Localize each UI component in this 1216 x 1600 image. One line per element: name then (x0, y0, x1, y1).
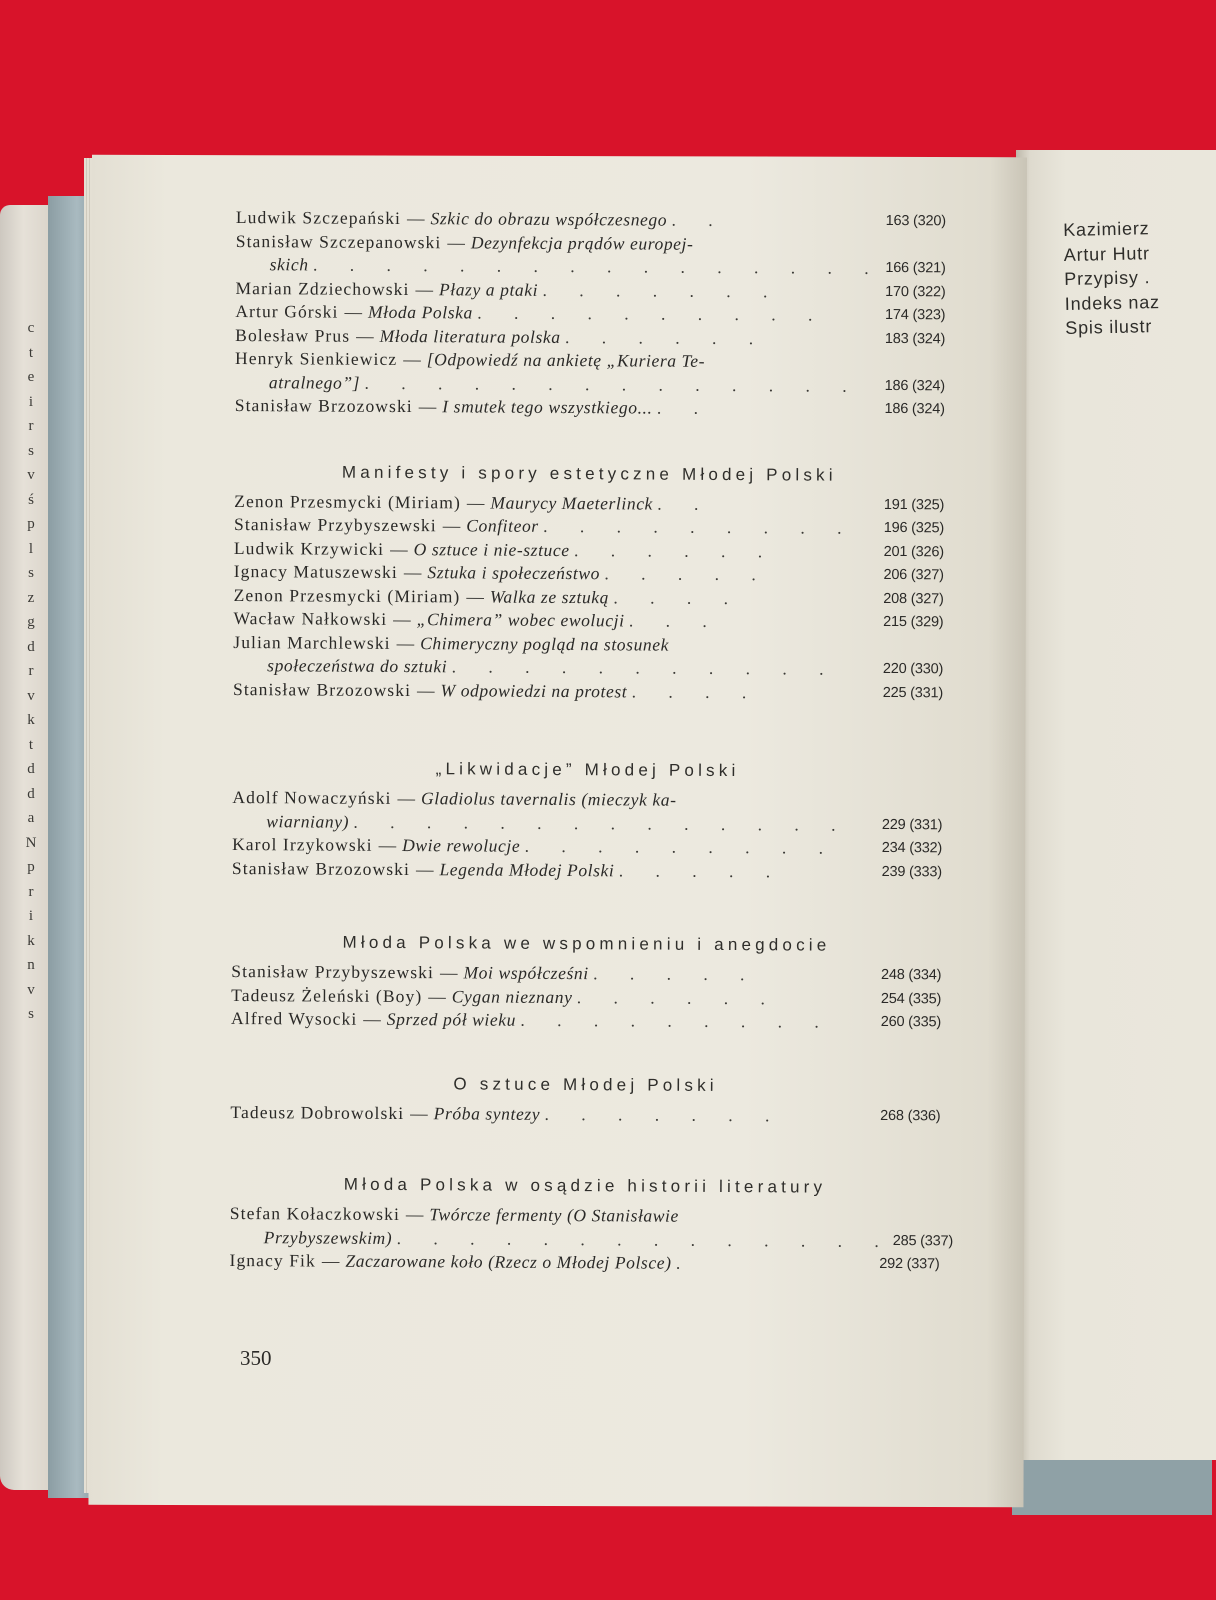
entry-title-continuation: wiarniany) (266, 810, 350, 832)
entry-dash: — (356, 325, 374, 346)
entry-dash: — (417, 679, 435, 700)
edge-letter: r (28, 418, 34, 434)
entry-pages: 208 (327) (883, 590, 944, 607)
entry-author: Stanisław Brzozowski (234, 394, 413, 417)
toc-entry (233, 677, 943, 705)
entry-dash: — (466, 491, 485, 513)
entry-leader-dots: . . . . . . (564, 326, 768, 348)
entry-pages: 215 (329) (883, 613, 944, 631)
entry-line (230, 1202, 893, 1230)
entry-leader-dots: . . . . . . . . . (524, 835, 838, 858)
entry-title: Próba syntezy (433, 1102, 541, 1124)
entry-title-continuation: społeczeństwa do sztuki (267, 655, 448, 677)
entry-author: Wacław Nałkowski (233, 607, 388, 629)
entry-title: W odpowiedzi na protest (440, 679, 628, 701)
entry-line (232, 856, 834, 883)
entry-dash: — (393, 608, 411, 630)
entry-text (235, 347, 861, 398)
entry-text (230, 1202, 893, 1253)
toc-section (232, 758, 943, 884)
entry-line (233, 677, 835, 704)
entry-author: Bolesław Prus (235, 324, 351, 346)
entry-pages: 260 (335) (880, 1013, 942, 1031)
entry-dash: — (447, 231, 465, 252)
entry-title: Młoda Polska (367, 301, 473, 323)
section-title: Młoda Polska w osądzie historii literatury (343, 1174, 827, 1197)
entry-author: Stanisław Przybyszewski (231, 960, 435, 983)
edge-letter: g (27, 614, 35, 630)
entry-dash: — (439, 962, 458, 983)
entry-text (235, 394, 837, 421)
entry-author: Stanisław Brzozowski (232, 678, 412, 700)
entry-pages: 248 (334) (880, 966, 942, 984)
entry-leader-dots: . . . . . (604, 563, 770, 585)
entry-title: O sztuce i nie-sztuce (413, 538, 570, 560)
toc-entry (231, 1007, 941, 1035)
entry-leader-dots: . . . . . . . . . . . . . . (353, 811, 850, 835)
entry-author: Tadeusz Żeleński (Boy) (231, 984, 423, 1006)
right-page-line: Przypisy . (1064, 267, 1151, 289)
entry-author: Marian Zdziechowski (235, 277, 410, 299)
entry-dash: — (344, 301, 363, 322)
entry-leader-dots: . . . . . . (573, 539, 777, 561)
entry-title: „Chimera” wobec ewolucji (416, 609, 625, 631)
entry-author: Stanisław Szczepanowski (235, 230, 442, 252)
entry-title: Legenda Młodej Polski (439, 858, 615, 880)
entry-leader-dots: . . . . . . . . . . . . . . (396, 1227, 893, 1251)
right-page-line: Artur Hutr (1063, 242, 1150, 265)
entry-text (236, 229, 883, 280)
edge-letter: i (28, 393, 34, 410)
entry-dash: — (466, 585, 484, 607)
edge-letter: s (28, 442, 34, 459)
edge-letter: v (27, 687, 35, 704)
edge-letter: r (28, 883, 34, 900)
entry-leader-dots: . . . . . . . (544, 1103, 784, 1125)
toc-entry (230, 1100, 940, 1128)
entry-title-continuation: Przybyszewskim) (263, 1226, 393, 1248)
right-page-toc (1063, 216, 1161, 340)
entry-leader-dots: . . . . . . . . . (543, 515, 856, 538)
entry-author: Ignacy Fik (229, 1249, 316, 1271)
edge-letter: d (27, 638, 35, 655)
edge-letter: l (28, 540, 34, 557)
toc-section (230, 1072, 940, 1128)
entry-dash: — (321, 1250, 340, 1271)
entry-line (231, 1007, 833, 1034)
entry-leader-dots: . . . . . . . . . . . . . . (364, 372, 861, 396)
edge-letter: ś (28, 491, 34, 508)
entry-dash: — (418, 396, 437, 417)
entry-leader-dots: . . (671, 209, 727, 230)
entry-pages: 239 (333) (881, 863, 942, 880)
entry-pages: 163 (320) (885, 212, 946, 230)
entry-leader-dots: . . . . . . . . . . (477, 302, 827, 325)
entry-pages: 268 (336) (880, 1107, 941, 1124)
entry-pages: 201 (326) (883, 543, 944, 560)
entry-title: Twórcze fermenty (O Stanisławie (429, 1204, 679, 1226)
entry-author: Adolf Nowaczyński (232, 786, 392, 808)
entry-title: Sztuka i społeczeństwo (427, 562, 601, 584)
edge-letter: s (28, 565, 34, 581)
right-page-line: Spis ilustr (1065, 316, 1153, 338)
entry-title: Walka ze sztuką (489, 586, 610, 607)
entry-line (235, 347, 861, 374)
edge-letter: a (27, 810, 35, 826)
entry-leader-dots: . . . . . . . . . (520, 1009, 833, 1032)
entry-leader-dots: . . (657, 493, 713, 514)
edge-letter: n (27, 957, 35, 973)
entry-leader-dots: . . . . . . (576, 986, 780, 1008)
entry-author: Stanisław Przybyszewski (233, 513, 437, 536)
edge-letter: k (27, 712, 35, 728)
edge-letter: t (28, 344, 34, 361)
entry-title: Gladiolus tavernalis (mieczyk ka- (420, 788, 677, 810)
entry-title: Sprzed pół wieku (386, 1008, 517, 1030)
entry-pages: 170 (322) (885, 283, 946, 300)
entry-leader-dots: . . . . (631, 680, 761, 702)
toc-section (231, 932, 942, 1035)
entry-dash: — (415, 278, 434, 299)
toc-entry (229, 1202, 954, 1253)
entry-author: Alfred Wysocki (230, 1007, 358, 1029)
entry-dash: — (378, 834, 397, 855)
edge-letter: i (28, 908, 34, 924)
entry-leader-dots: . . . . . (618, 859, 785, 881)
entry-author: Ludwik Szczepański (235, 206, 402, 229)
entry-leader-dots: . . (656, 397, 713, 418)
entry-pages: 229 (331) (881, 816, 943, 833)
entry-pages: 234 (332) (881, 839, 943, 857)
entry-pages: 186 (324) (884, 377, 945, 394)
entry-pages: 225 (331) (882, 684, 944, 701)
toc-entry (229, 1249, 939, 1277)
toc-section (229, 1174, 954, 1277)
entry-dash: — (403, 349, 421, 370)
entry-line (232, 786, 849, 813)
entry-pages: 196 (325) (883, 519, 945, 537)
entry-title: Szkic do obrazu współczesnego (430, 208, 668, 230)
toc-section (233, 461, 944, 705)
entry-author: Stanisław Brzozowski (231, 857, 411, 879)
section-title: „Likwidacje” Młodej Polski (435, 759, 740, 781)
entry-leader-dots: . . . (628, 610, 721, 631)
edge-letter: p (27, 516, 35, 532)
entry-title: Cygan nieznany (451, 985, 573, 1007)
entry-leader-dots: . . . . . . . (542, 279, 782, 301)
edge-letter: N (25, 834, 37, 851)
entry-title: Zaczarowane koło (Rzecz o Młodej Polsce) (345, 1250, 672, 1273)
edge-letter: k (27, 932, 35, 949)
toc-entry (232, 786, 942, 837)
entry-text (233, 630, 838, 681)
entry-title: Dwie rewolucje (402, 835, 521, 856)
entry-leader-dots: . . . . . . . . . . . (451, 656, 838, 679)
toc-entry (232, 856, 942, 884)
entry-author: Ludwik Krzywicki (233, 537, 385, 559)
edge-letter: v (27, 467, 35, 483)
entry-pages: 191 (325) (883, 496, 945, 513)
toc-entry (233, 630, 943, 681)
entry-dash: — (396, 632, 415, 653)
entry-pages: 285 (337) (892, 1232, 954, 1249)
entry-pages: 174 (323) (885, 306, 946, 324)
entry-pages: 206 (327) (883, 566, 944, 584)
entry-text (233, 677, 835, 704)
edge-letter: p (27, 859, 35, 875)
entry-title: Chimeryczny pogląd na stosunek (420, 632, 670, 655)
entry-leader-dots: . . . . (613, 586, 743, 608)
entry-author: Artur Górski (235, 300, 339, 322)
entry-dash: — (403, 562, 422, 583)
entry-title: Moi współcześni (463, 962, 589, 984)
entry-author: Julian Marchlewski (233, 631, 391, 653)
entry-text (232, 786, 850, 837)
edge-letter: c (27, 320, 35, 336)
table-of-contents (229, 206, 954, 1277)
edge-letter: e (27, 369, 35, 385)
entry-pages: 292 (337) (879, 1255, 940, 1273)
entry-title: Maurycy Maeterlinck (490, 492, 654, 514)
entry-dash: — (397, 787, 416, 809)
right-page-line: Kazimierz (1063, 218, 1150, 240)
entry-pages: 166 (321) (885, 259, 946, 277)
toc-section (235, 206, 946, 422)
entry-title-continuation: atralnego”] (268, 371, 361, 393)
section-title: Młoda Polska we wspomnieniu i anegdocie (342, 932, 831, 955)
entry-text (231, 1007, 833, 1034)
edge-letter: d (27, 761, 35, 777)
entry-pages: 186 (324) (884, 400, 945, 418)
entry-author: Henryk Sienkiewicz (235, 347, 398, 369)
entry-title: I smutek tego wszystkiego... (442, 396, 653, 418)
edge-letter: v (27, 981, 35, 998)
entry-line (235, 394, 837, 421)
entry-author: Zenon Przesmycki (Miriam) (234, 490, 462, 512)
entry-dash: — (405, 1204, 424, 1225)
edge-letter: z (27, 589, 35, 606)
toc-entry (235, 347, 945, 398)
entry-text (229, 1249, 831, 1276)
entry-dash: — (390, 538, 408, 559)
entry-dash: — (363, 1008, 381, 1029)
edge-letter: r (28, 663, 34, 679)
entry-text (232, 856, 834, 883)
entry-author: Tadeusz Dobrowolski (230, 1101, 405, 1123)
entry-title-continuation: skich (269, 254, 309, 275)
right-page-line: Indeks naz (1064, 291, 1161, 314)
entry-dash: — (442, 515, 461, 536)
entry-dash: — (415, 858, 434, 879)
entry-leader-dots: . . . . . (593, 963, 759, 985)
entry-leader-dots: . (675, 1252, 695, 1273)
entry-pages: 183 (324) (884, 330, 946, 347)
entry-author: Zenon Przesmycki (Miriam) (233, 584, 461, 606)
edge-letter: d (27, 785, 35, 802)
entry-leader-dots: . . . . . . . . . . . . . . . . (312, 254, 883, 278)
previous-page-edge-letters (0, 316, 62, 1022)
entry-title: [Odpowiedź na ankietę „Kuriera Te- (426, 349, 706, 371)
entry-title: Confiteor (466, 515, 539, 536)
entry-dash: — (410, 1102, 428, 1123)
edge-letter: t (28, 736, 34, 753)
page-number: 350 (240, 1346, 272, 1370)
entry-pages: 254 (335) (880, 990, 942, 1007)
edge-letter: s (28, 1006, 34, 1022)
toc-entry (235, 394, 945, 422)
entry-line (229, 1249, 831, 1276)
entry-author: Stefan Kołaczkowski (229, 1202, 401, 1225)
entry-title: Młoda literatura polska (379, 325, 561, 347)
entry-author: Karol Irzykowski (232, 833, 373, 855)
entry-line (230, 1100, 832, 1127)
entry-title: Dezynfekcja prądów europej- (470, 231, 694, 254)
section-title: Manifesty i spory estetyczne Młodej Polski (341, 462, 837, 485)
entry-title: Płazy a ptaki (438, 278, 539, 300)
right-page (1016, 150, 1216, 1460)
entry-dash: — (406, 208, 425, 229)
entry-text (230, 1100, 832, 1127)
toc-entry (236, 229, 946, 280)
entry-pages: 220 (330) (882, 660, 944, 678)
entry-author: Ignacy Matuszewski (233, 560, 398, 582)
section-title: O sztuce Młodej Polski (453, 1073, 718, 1095)
entry-dash: — (428, 985, 446, 1006)
